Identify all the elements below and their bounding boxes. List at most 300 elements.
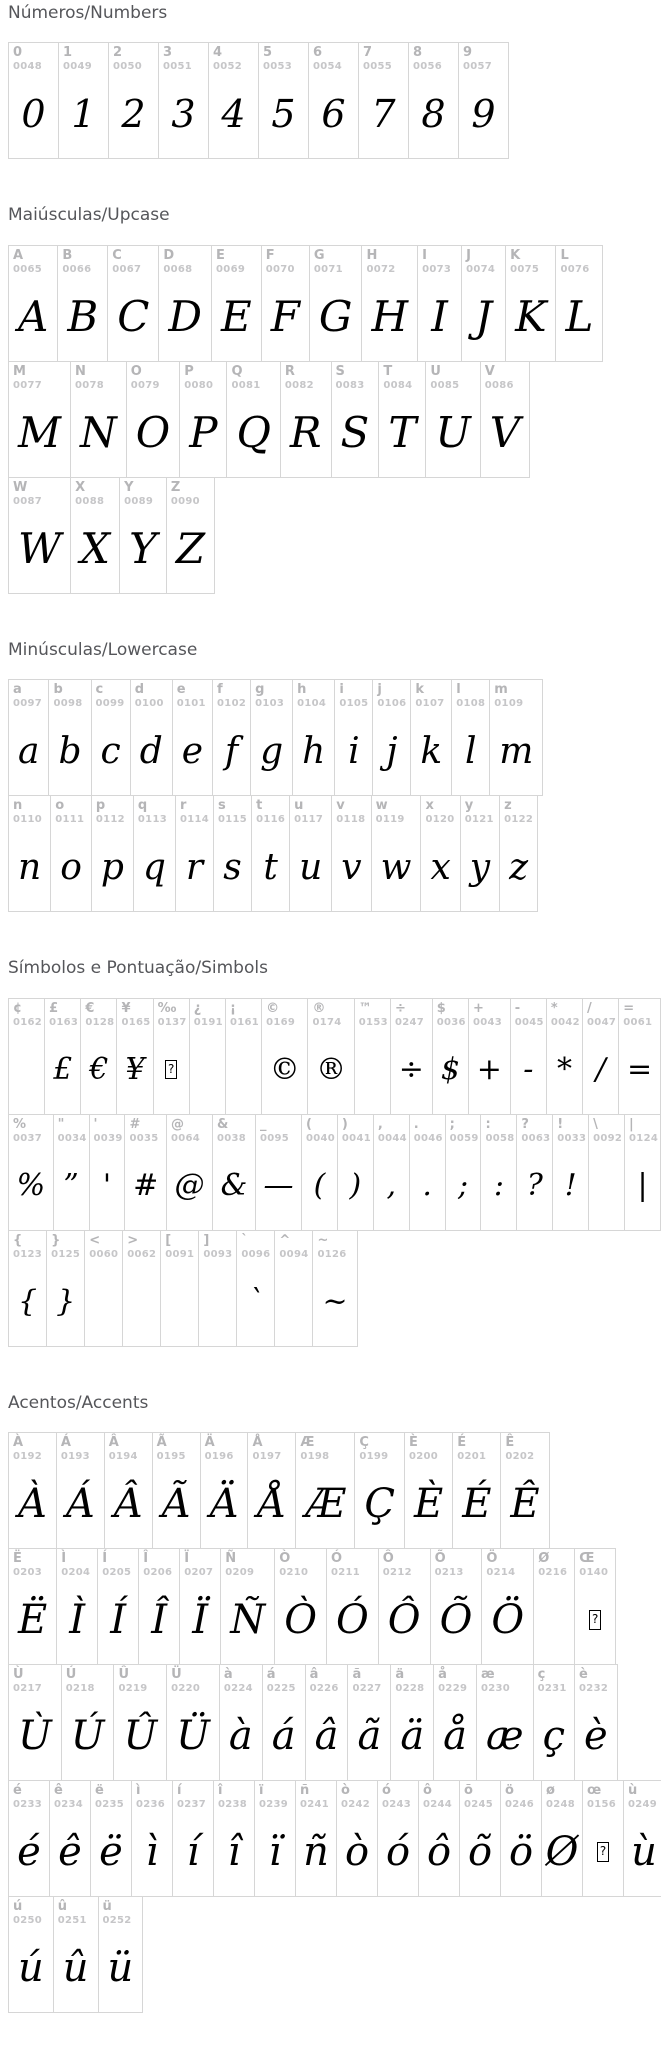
glyph-cell <box>546 998 583 1115</box>
glyph-cell <box>295 1780 337 1897</box>
glyph-cell <box>582 1780 624 1897</box>
glyph-cell-preview: @ <box>174 1168 205 1204</box>
glyph-cell-code: 0115 <box>218 814 248 826</box>
glyph-cell-code: 0204 <box>61 1566 91 1578</box>
glyph-cell-character-label: 0 <box>13 45 23 61</box>
glyph-cell-character-label: è <box>579 1666 588 1682</box>
glyph-cell-character-label: ' <box>93 1116 98 1132</box>
glyph-cell-character-label: ¢ <box>13 1000 23 1016</box>
glyph-cell-code: 0236 <box>136 1798 166 1810</box>
glyph-cell-preview: 8 <box>421 92 446 137</box>
glyph-cell-character-label: + <box>472 1000 484 1016</box>
glyph-cell-character-label: i <box>339 682 344 698</box>
glyph-cell-character-label: ô <box>423 1782 432 1798</box>
glyph-cell-character-label: \ <box>593 1116 598 1132</box>
glyph-cell-code: 0054 <box>313 61 343 73</box>
glyph-cell-character-label: 6 <box>313 45 323 61</box>
glyph-cell <box>295 1432 355 1549</box>
glyph-cell-preview: É <box>462 1480 492 1527</box>
glyph-cell-character-label: [ <box>165 1232 172 1248</box>
glyph-cell <box>280 361 332 478</box>
glyph-cell <box>153 998 190 1115</box>
glyph-cell-code: 0079 <box>130 379 160 391</box>
glyph-cell-character-label: Q <box>231 363 243 379</box>
glyph-cell-character-label: g <box>255 682 265 698</box>
glyph-cell <box>152 1432 201 1549</box>
section-title: Minúsculas/Lowercase <box>8 639 198 660</box>
glyph-cell <box>44 998 81 1115</box>
glyph-cell-code: 0041 <box>341 1132 371 1144</box>
section-title: Números/Numbers <box>8 3 168 23</box>
glyph-cell-code: 0104 <box>297 698 327 710</box>
glyph-cell-preview: K <box>515 292 547 342</box>
glyph-cell <box>372 679 411 796</box>
glyph-cell-preview: õ <box>467 1828 493 1875</box>
glyph-cell-code: 0075 <box>510 263 540 275</box>
glyph-cell-character-label: f <box>217 682 223 698</box>
glyph-cell-code: 0192 <box>13 1450 43 1462</box>
glyph-cell-character-label: Á <box>60 1434 71 1450</box>
glyph-cell-character-label: X <box>75 479 86 495</box>
glyph-cell-preview <box>194 1028 221 1112</box>
glyph-cell-code: 0101 <box>176 698 206 710</box>
glyph-cell-code: 0229 <box>438 1682 468 1694</box>
glyph-cell-character-label: Ê <box>505 1434 515 1450</box>
glyph-cell-code: 0214 <box>486 1566 516 1578</box>
glyph-cell-preview: m <box>499 730 534 772</box>
glyph-cell-code: 0246 <box>505 1798 535 1810</box>
glyph-cell <box>418 1780 460 1897</box>
glyph-cell-character-label: L <box>560 247 569 263</box>
glyph-cell <box>172 679 213 796</box>
glyph-cell-code: 0109 <box>494 698 524 710</box>
glyph-cell <box>378 1548 431 1665</box>
glyph-cell-code: 0058 <box>485 1132 515 1144</box>
glyph-cell-code: 0118 <box>336 814 366 826</box>
glyph-cell-character-label: Ì <box>61 1550 67 1566</box>
glyph-cell-character-label: õ <box>464 1782 473 1798</box>
glyph-cell-code: 0200 <box>409 1450 439 1462</box>
glyph-cell-code: 0050 <box>113 61 143 73</box>
glyph-cell-preview: Ç <box>364 1480 395 1527</box>
glyph-cell-code: 0055 <box>363 61 393 73</box>
glyph-cell <box>624 1114 661 1231</box>
glyph-cell-character-label: ó <box>382 1782 391 1798</box>
glyph-cell <box>334 679 373 796</box>
glyph-cell-character-label: r <box>179 798 187 814</box>
glyph-cell-character-label: p <box>95 798 106 814</box>
glyph-cell-code: 0092 <box>593 1132 623 1144</box>
glyph-cell-character-label: Ù <box>13 1666 24 1682</box>
glyph-cell-preview: Ö <box>491 1596 525 1643</box>
glyph-cell-preview: t <box>263 846 278 888</box>
glyph-cell-code: 0053 <box>263 61 293 73</box>
glyph-cell-code: 0117 <box>294 814 324 826</box>
glyph-cell-character-label: ¡ <box>229 1000 236 1016</box>
glyph-cell-character-label: Ñ <box>225 1550 237 1566</box>
glyph-cell-code: 0082 <box>284 379 314 391</box>
missing-glyph-box: ? <box>597 1842 609 1861</box>
glyph-cell-character-label: d <box>134 682 144 698</box>
glyph-row <box>8 795 661 912</box>
glyph-cell <box>500 1432 549 1549</box>
glyph-cell <box>250 679 293 796</box>
glyph-cell-preview: ô <box>426 1828 452 1875</box>
glyph-cell-preview: s <box>223 846 242 888</box>
glyph-cell <box>390 998 433 1115</box>
glyph-cell-character-label: w <box>375 798 388 814</box>
glyph-cell-preview: b <box>58 730 82 772</box>
glyph-cell <box>8 1432 57 1549</box>
glyph-cell-code: 0206 <box>143 1566 173 1578</box>
glyph-cell <box>8 1548 57 1665</box>
glyph-cell-character-label: œ <box>587 1782 602 1798</box>
glyph-cell <box>417 245 462 362</box>
glyph-cell-preview: ; <box>457 1168 469 1204</box>
glyph-cell <box>97 1548 139 1665</box>
glyph-cell-character-label: M <box>13 363 26 379</box>
glyph-cell-code: 0065 <box>13 263 43 275</box>
glyph-cell <box>361 245 418 362</box>
glyph-cell <box>172 1780 214 1897</box>
glyph-cell-code: 0193 <box>60 1450 90 1462</box>
glyph-cell-code: 0046 <box>413 1132 443 1144</box>
glyph-cell-preview: © <box>269 1052 300 1088</box>
glyph-cell-code: 0038 <box>217 1132 247 1144</box>
glyph-cell <box>500 1780 542 1897</box>
glyph-cell <box>432 998 469 1115</box>
glyph-cell-code: 0113 <box>137 814 167 826</box>
glyph-cell <box>460 795 500 912</box>
glyph-cell <box>251 795 290 912</box>
glyph-row <box>8 1230 661 1347</box>
glyph-cell <box>91 679 131 796</box>
glyph-cell-code: 0191 <box>193 1016 223 1028</box>
glyph-cell-code: 0056 <box>413 61 443 73</box>
glyph-cell-character-label: ] <box>203 1232 210 1248</box>
glyph-cell-preview: ú <box>18 1944 44 1991</box>
glyph-cell-preview <box>127 1260 156 1344</box>
glyph-cell-character-label: e <box>176 682 186 698</box>
glyph-cell <box>158 245 212 362</box>
glyph-cell-code: 0086 <box>484 379 514 391</box>
glyph-cell-character-label: < <box>89 1232 101 1248</box>
glyph-cell-character-label: # <box>129 1116 141 1132</box>
glyph-cell-preview: Q <box>236 408 271 458</box>
glyph-cell-preview: X <box>80 524 111 574</box>
glyph-cell-preview: n <box>18 846 42 888</box>
glyph-row <box>8 477 661 594</box>
glyph-cell <box>208 42 259 159</box>
glyph-cell-preview: Û <box>123 1712 158 1759</box>
glyph-cell-character-label: b <box>53 682 63 698</box>
glyph-cell-code: 0233 <box>13 1798 43 1810</box>
glyph-cell-preview: # <box>133 1168 159 1204</box>
glyph-cell-character-label: ¿ <box>193 1000 202 1016</box>
glyph-cell-code: 0216 <box>538 1566 568 1578</box>
glyph-cell-preview: L <box>565 292 594 342</box>
glyph-cell-code: 0064 <box>170 1132 201 1144</box>
glyph-cell-preview: ÷ <box>398 1052 424 1088</box>
glyph-cell <box>274 1548 327 1665</box>
glyph-cell <box>347 1664 391 1781</box>
glyph-cell <box>198 1230 237 1347</box>
glyph-cell-preview: 6 <box>321 92 346 137</box>
glyph-cell-preview: ç <box>542 1712 566 1759</box>
glyph-cell-character-label: m <box>494 682 508 698</box>
glyph-cell-preview <box>165 1260 194 1344</box>
glyph-cell-preview: i <box>348 730 360 772</box>
glyph-cell-preview: B <box>67 292 99 342</box>
glyph-cell-preview: 1 <box>71 92 96 137</box>
glyph-cell-preview: Ã <box>161 1480 191 1527</box>
glyph-cell <box>130 679 173 796</box>
glyph-cell-character-label: ‰ <box>157 1000 177 1016</box>
glyph-cell <box>309 245 363 362</box>
glyph-cell <box>116 998 153 1115</box>
glyph-cell <box>458 42 509 159</box>
glyph-cell-character-label: } <box>51 1232 61 1248</box>
glyph-cell-code: 0105 <box>339 698 369 710</box>
glyph-cell <box>312 1230 357 1347</box>
glyph-cell-code: 0060 <box>89 1248 119 1260</box>
glyph-cell-preview: € <box>89 1052 109 1088</box>
glyph-cell-character-label: Ø <box>538 1550 550 1566</box>
glyph-cell-character-label: 9 <box>463 45 473 61</box>
glyph-cell <box>61 1664 115 1781</box>
glyph-cell <box>8 245 58 362</box>
glyph-grid <box>8 1432 661 2013</box>
glyph-cell-character-label: € <box>85 1000 95 1016</box>
glyph-cell-character-label: ( <box>306 1116 312 1132</box>
glyph-cell-code: 0238 <box>218 1798 248 1810</box>
glyph-cell-code: 0244 <box>423 1798 453 1810</box>
glyph-cell <box>212 1114 256 1231</box>
glyph-cell-code: 0250 <box>13 1914 43 1926</box>
glyph-cell <box>166 477 215 594</box>
glyph-row <box>8 1432 661 1549</box>
glyph-cell-preview: Ê <box>510 1480 540 1527</box>
glyph-cell-preview: 9 <box>471 92 496 137</box>
glyph-cell <box>308 42 359 159</box>
glyph-cell-code: 0195 <box>156 1450 186 1462</box>
glyph-cell-preview <box>593 1144 620 1228</box>
glyph-cell-code: 0137 <box>157 1016 187 1028</box>
glyph-cell <box>236 1230 275 1347</box>
glyph-cell-code: 0119 <box>375 814 405 826</box>
glyph-cell-character-label: Å <box>252 1434 263 1450</box>
glyph-row <box>8 1896 661 2013</box>
glyph-cell <box>445 1114 482 1231</box>
glyph-cell-code: 0083 <box>335 379 365 391</box>
glyph-cell-preview: Ù <box>18 1712 52 1759</box>
glyph-cell-character-label: Õ <box>434 1550 446 1566</box>
glyph-cell <box>8 998 45 1115</box>
glyph-cell <box>274 1230 313 1347</box>
glyph-cell <box>301 1114 338 1231</box>
glyph-cell-character-label: U <box>430 363 441 379</box>
glyph-cell-character-label: @ <box>170 1116 184 1132</box>
glyph-cell <box>53 1896 99 2013</box>
glyph-cell-preview: f <box>224 730 239 772</box>
glyph-cell-character-label: F <box>265 247 275 263</box>
glyph-cell-character-label: ì <box>136 1782 141 1798</box>
glyph-cell-preview: W <box>18 524 62 574</box>
glyph-cell-character-label: £ <box>49 1000 59 1016</box>
glyph-cell-preview: ö <box>508 1828 534 1875</box>
glyph-cell <box>220 1548 275 1665</box>
glyph-cell-character-label: > <box>127 1232 139 1248</box>
glyph-cell-preview: d <box>139 730 163 772</box>
glyph-cell <box>8 1114 54 1231</box>
glyph-cell-character-label: : <box>485 1116 491 1132</box>
glyph-cell-code: 0052 <box>213 61 243 73</box>
glyph-cell-character-label: 7 <box>363 45 373 61</box>
glyph-cell-code: 0036 <box>436 1016 466 1028</box>
glyph-row <box>8 361 661 478</box>
glyph-cell-preview: U <box>435 408 471 458</box>
glyph-cell-preview: ù <box>631 1828 657 1875</box>
glyph-cell <box>122 1230 161 1347</box>
glyph-cell-preview: Õ <box>439 1596 473 1643</box>
glyph-cell-character-label: Z <box>170 479 181 495</box>
glyph-cell-code: 0140 <box>579 1566 609 1578</box>
glyph-cell-preview: ! <box>564 1168 577 1204</box>
glyph-cell <box>247 1432 296 1549</box>
glyph-cell-code: 0034 <box>57 1132 87 1144</box>
glyph-cell-preview: ü <box>107 1944 134 1991</box>
glyph-cell-character-label: n <box>13 798 23 814</box>
glyph-cell-preview: = <box>627 1052 653 1088</box>
glyph-cell-code: 0203 <box>13 1566 43 1578</box>
glyph-cell-code: 0069 <box>216 263 246 275</box>
glyph-cell-code: 0077 <box>13 379 43 391</box>
glyph-cell-preview: A <box>18 292 49 342</box>
glyph-cell-character-label: ! <box>557 1116 564 1132</box>
glyph-cell-preview: ) <box>349 1168 362 1204</box>
missing-glyph-box: ? <box>165 1060 177 1079</box>
glyph-cell-code: 0243 <box>382 1798 412 1810</box>
glyph-cell-character-label: " <box>57 1116 65 1132</box>
glyph-cell-preview: ó <box>385 1828 411 1875</box>
glyph-cell-character-label: . <box>413 1116 419 1132</box>
glyph-cell <box>107 245 159 362</box>
glyph-cell-preview: ò <box>344 1828 370 1875</box>
glyph-cell <box>166 1664 220 1781</box>
glyph-cell-character-label: & <box>217 1116 229 1132</box>
glyph-cell <box>255 1114 302 1231</box>
glyph-cell-code: 0201 <box>457 1450 487 1462</box>
glyph-cell-preview: å <box>443 1712 468 1759</box>
glyph-cell-code: 0226 <box>309 1682 339 1694</box>
glyph-cell <box>179 1548 221 1665</box>
font-character-map <box>8 3 661 2013</box>
glyph-cell-code: 0098 <box>53 698 83 710</box>
glyph-cell-code: 0197 <box>252 1450 282 1462</box>
glyph-cell-code: 0247 <box>394 1016 424 1028</box>
glyph-cell-code: 0059 <box>449 1132 479 1144</box>
glyph-cell <box>104 1432 153 1549</box>
glyph-cell-code: 0110 <box>13 814 43 826</box>
glyph-cell <box>499 795 538 912</box>
glyph-cell-code: 0042 <box>550 1016 580 1028</box>
glyph-cell-preview: Ú <box>70 1712 105 1759</box>
glyph-cell <box>371 795 422 912</box>
glyph-cell <box>48 679 91 796</box>
glyph-cell <box>618 998 661 1115</box>
glyph-cell-preview: g <box>260 730 284 772</box>
glyph-cell <box>262 1664 306 1781</box>
glyph-cell-preview: p <box>100 846 124 888</box>
glyph-cell <box>533 1548 575 1665</box>
glyph-cell <box>574 1664 618 1781</box>
glyph-cell-code: 0235 <box>95 1798 125 1810</box>
glyph-cell-code: 0122 <box>504 814 534 826</box>
glyph-cell-code: 0213 <box>434 1566 464 1578</box>
glyph-cell-code: 0241 <box>300 1798 330 1810</box>
glyph-cell <box>113 1664 167 1781</box>
glyph-cell-preview: I <box>431 292 448 342</box>
glyph-cell <box>331 795 371 912</box>
glyph-cell-character-label: Ä <box>204 1434 215 1450</box>
glyph-cell-preview: Â <box>113 1480 143 1527</box>
glyph-cell-character-label: u <box>294 798 304 814</box>
glyph-cell-character-label: ä <box>395 1666 405 1682</box>
glyph-cell-preview: / <box>595 1052 606 1088</box>
glyph-cell-preview: ~ <box>322 1284 348 1320</box>
glyph-cell-character-label: ñ <box>300 1782 310 1798</box>
glyph-cell-character-label: D <box>163 247 175 263</box>
glyph-cell-code: 0047 <box>587 1016 617 1028</box>
glyph-cell <box>46 1230 85 1347</box>
glyph-cell-code: 0100 <box>134 698 164 710</box>
glyph-cell-character-label: Í <box>102 1550 108 1566</box>
glyph-cell-preview: . <box>422 1168 432 1204</box>
glyph-cell-preview <box>158 1028 185 1112</box>
glyph-cell-code: 0068 <box>163 263 193 275</box>
glyph-cell-character-label: l <box>456 682 461 698</box>
glyph-cell-character-label: Ë <box>13 1550 22 1566</box>
glyph-cell-code: 0234 <box>54 1798 84 1810</box>
glyph-cell-preview: ¥ <box>125 1052 145 1088</box>
glyph-cell-character-label: î <box>218 1782 223 1798</box>
glyph-cell-character-label: Û <box>118 1666 129 1682</box>
glyph-cell-character-label: t <box>256 798 263 814</box>
glyph-cell-character-label: V <box>484 363 495 379</box>
glyph-cell-code: 0207 <box>184 1566 214 1578</box>
glyph-cell <box>8 477 71 594</box>
glyph-cell <box>555 245 603 362</box>
glyph-cell-code: 0123 <box>13 1248 43 1260</box>
glyph-cell <box>489 679 543 796</box>
glyph-cell-code: 0252 <box>102 1914 132 1926</box>
glyph-cell-code: 0114 <box>179 814 210 826</box>
glyph-cell-character-label: ÷ <box>394 1000 406 1016</box>
glyph-cell-character-label: Ó <box>331 1550 343 1566</box>
glyph-cell-character-label: Ü <box>171 1666 182 1682</box>
glyph-cell-character-label: * <box>550 1000 558 1016</box>
glyph-cell-code: 0165 <box>121 1016 151 1028</box>
glyph-cell <box>119 477 167 594</box>
glyph-cell <box>433 1664 477 1781</box>
glyph-cell-code: 0199 <box>359 1450 389 1462</box>
glyph-cell-character-label: E <box>216 247 225 263</box>
glyph-cell-character-label: ç <box>537 1666 546 1682</box>
glyph-cell-preview: è <box>584 1712 608 1759</box>
glyph-cell-code: 0085 <box>430 379 460 391</box>
glyph-cell-code: 0049 <box>63 61 93 73</box>
glyph-cell-preview: Ø <box>545 1828 579 1875</box>
